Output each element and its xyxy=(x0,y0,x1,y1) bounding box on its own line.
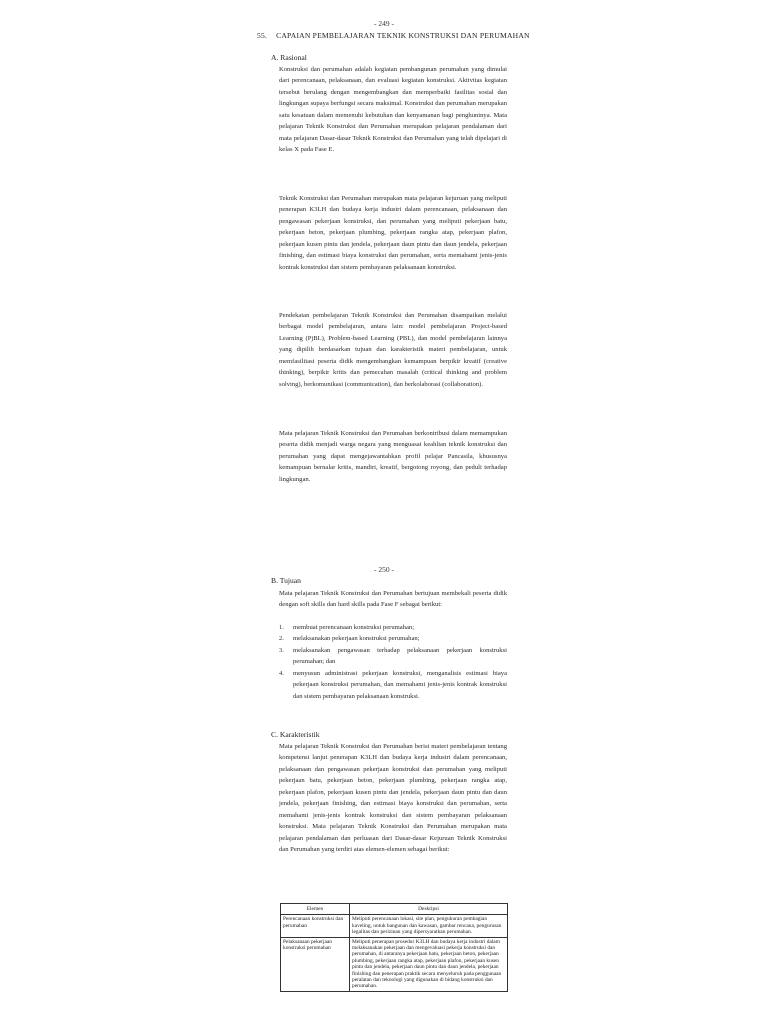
section-c-title: C. Karakteristik xyxy=(271,730,320,739)
table-header-row xyxy=(281,904,508,915)
page-number: - 250 - xyxy=(374,565,394,574)
document-header xyxy=(257,31,530,40)
header-number: 55. xyxy=(257,31,268,40)
table-row xyxy=(281,915,508,937)
page-number: - 249 - xyxy=(374,19,394,28)
paragraph: Pendekatan pembelajaran Teknik Konstruksi dan Perumahan disampaikan melalui berbagai model pembelajaran, antara lain: model pembelajaran Project-based Learning (PjBL), Problem-based Learning (PBL), dan model pembelajaran lainnya yang dipilih berdasarkan tujuan dan karakteristik materi pembelajaran, untuk memfasilitasi peserta didik mengembangkan kemampuan berpikir kreatif (creative thinking), berpikir kritis dan pemecahan masalah (critical thinking and problem solving), berkomunikasi (communication), dan berkolaborasi (collaboration). xyxy=(279,312,507,388)
table-header: Deskripsi xyxy=(350,904,508,915)
list-item: 4. menyusun administrasi pekerjaan konstruksi, menganalisis estimasi biaya pekerjaan konstruksi perumahan, dan memahami jenis-jenis kontrak konstruksi dan sistem pembayaran pelaksanaan konstruksi. xyxy=(279,669,507,700)
karakteristik-paragraph: Mata pelajaran Teknik Konstruksi dan Perumahan berisi materi pembelajaran tentang kompetensi lanjut penerapan K3LH dan budaya kerja industri dalam perencanaan, pelaksanaan dan pengawasan pekerjaan konstruksi dan perumahan yang meliputi pekerjaan batu, pekerjaan beton, pekerjaan plumbing, pekerjaan rangka atap, pekerjaan plafon, pekerjaan kusen pintu dan jendela, pekerjaan daun pintu dan daun jendela, pekerjaan finishing, dan estimasi biaya konstruksi dan perumahan, serta memahami jenis-jenis kontrak konstruksi dan sistem pembayaran pelaksanaan konstruksi. Mata pelajaran Teknik Konstruksi dan Perumahan merupakan mata pelajaran pendalaman dan perluasan dari Dasar-dasar Kejuruan Teknik Konstruksi dan Perumahan yang terdiri atas elemen-elemen sebagai berikut: xyxy=(279,743,507,854)
paragraph: Konstruksi dan perumahan adalah kegiatan pembangunan perumahan yang dimulai dari perencanaan, pelaksanaan, dan evaluasi kegiatan konstruksi. Aktivitas kegiatan tersebut berulang dengan mengembangkan dan memperbaiki fasilitas sosial dan lingkungan supaya berfungsi secara maksimal. Konstruksi dan perumahan merupakan satu kesatuan dalam memenuhi kebutuhan dan kenyamanan bagi penghuninya. Mata pelajaran Teknik Konstruksi dan Perumahan merupakan pelajaran pendalaman dari mata pelajaran Dasar-dasar Teknik Konstruksi dan Perumahan yang telah dipelajari di kelas X pada Fase E. xyxy=(279,66,507,154)
table-cell-elemen: Perencanaan konstruksi dan perumahan xyxy=(281,915,350,937)
list-item: 1. membuat perencanaan konstruksi perumahan; xyxy=(279,624,415,631)
table-cell-deskripsi: Meliputi perencanaan lokasi, site plan, pengukuran pembagian kaveling, untuk bangunan dan kawasan, gambar rencana, pengurusan legalitas dan perizinan yang dipersyaratkan perumahan. xyxy=(350,915,508,937)
table-cell-deskripsi: Meliputi penerapan prosedur K3LH dan budaya kerja industri dalam melaksanakan pekerjaan dan mengevaluasi pekerja konstruksi dan perumahan, di antaranya pekerjaan batu, pekerjaan beton, pekerjaan plumbing, pekerjaan rangka atap, pekerjaan plafon, pekerjaan kusen pintu dan jendela, pekerjaan daun pintu dan daun jendela, pekerjaan finishing dan penerapan praktik secara menyeluruh pada penggunaan peralatan dan teknologi yang digunakan di bidang konstruksi dan perumahan. xyxy=(350,937,508,991)
elemen-table xyxy=(280,903,508,992)
table-row xyxy=(281,937,508,991)
header-title: CAPAIAN PEMBELAJARAN TEKNIK KONSTRUKSI DAN PERUMAHAN xyxy=(276,31,530,40)
list-item: 2. melaksanakan pekerjaan konstruksi perumahan; xyxy=(279,635,420,643)
tujuan-list xyxy=(279,622,507,702)
section-b-title: B. Tujuan xyxy=(271,576,301,585)
tujuan-intro: Mata pelajaran Teknik Konstruksi dan Perumahan bertujuan membekali peserta didik dengan soft skills dan hard skills pada Fase F sebagai berikut: xyxy=(279,590,507,609)
table-cell-elemen: Pelaksanaan pekerjaan konstruksi perumahan xyxy=(281,937,350,991)
paragraph: Mata pelajaran Teknik Konstruksi dan Perumahan berkontribusi dalam memampukan peserta didik menjadi warga negara yang menguasai keahlian teknik konstruksi dan perumahan yang dapat mengejawantahkan profil pelajar Pancasila, khususnya kemampuan bernalar kritis, mandiri, kreatif, bergotong royong, dan peduli terhadap lingkungan. xyxy=(279,430,507,483)
table-header: Elemen xyxy=(281,904,350,915)
section-a-title: A. Rasional xyxy=(271,53,307,62)
list-item: 3. melaksanakan pengawasan terhadap pelaksanaan pekerjaan konstruksi perumahan; dan xyxy=(279,646,507,666)
paragraph: Teknik Konstruksi dan Perumahan merupakan mata pelajaran kejuruan yang meliputi penerapan K3LH dan budaya kerja industri dalam perencanaan, pelaksanaan dan pengawasan pekerjaan konstruksi, dan perumahan yang meliputi pekerjaan batu, pekerjaan beton, pekerjaan plumbing, pekerjaan rangka atap, pekerjaan plafon, pekerjaan kusen pintu dan jendela, pekerjaan daun pintu dan daun jendela, pekerjaan finishing, dan estimasi biaya konstruksi dan perumahan, serta memahami jenis-jenis kontrak konstruksi dan sistem pembayaran pelaksanaan konstruksi. xyxy=(279,195,507,271)
